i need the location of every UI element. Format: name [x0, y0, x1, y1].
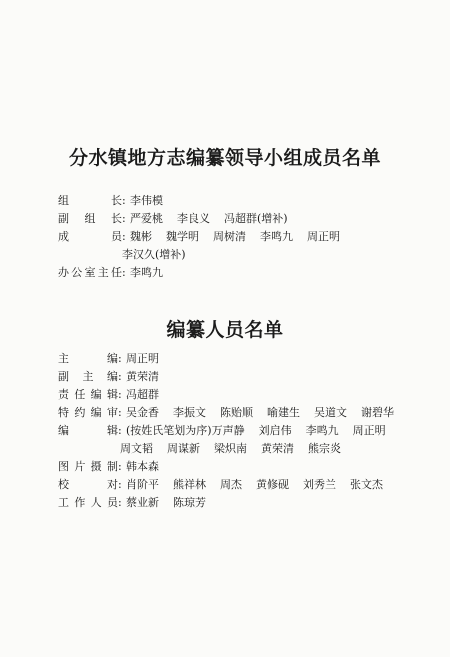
member-name: 陈贻顺	[220, 406, 253, 419]
member-name: 周谋新	[167, 442, 200, 455]
list-row: 工作人员 : 蔡业新 陈琼芳	[58, 494, 394, 512]
member-name: 严爱桃	[130, 212, 163, 225]
list-row: 副组长 : 严爱桃 李良义 冯超群(增补)	[58, 210, 354, 228]
member-name: (按姓氏笔划为序)万声静	[126, 424, 245, 437]
list-row-continued	[58, 246, 354, 264]
member-name: 谢碧华	[361, 406, 394, 419]
member-name: 黄荣清	[126, 370, 159, 383]
row-label: 编辑	[58, 424, 118, 437]
list-row: 副主编 : 黄荣清	[58, 368, 394, 386]
member-name: 周正明	[352, 424, 386, 437]
member-name: 周杰	[220, 478, 242, 491]
row-label: 副主编	[58, 370, 118, 383]
member-name: 喻建生	[267, 406, 300, 419]
list-row: 图片摄制 : 韩本森	[58, 458, 394, 476]
member-name: 魏彬	[130, 230, 152, 243]
section1-title: 分水镇地方志编纂领导小组成员名单	[68, 147, 381, 169]
member-name: 李鸣九	[305, 424, 339, 437]
list-row: 责任编辑 : 冯超群	[58, 386, 394, 404]
list-row: 组长 : 李伟模	[58, 192, 354, 210]
list-row: 主编 : 周正明	[58, 350, 394, 368]
member-name: 李伟模	[130, 194, 163, 207]
member-name: 陈琼芳	[173, 496, 206, 509]
list-row: 办公室主任 : 李鸣九	[58, 264, 354, 282]
member-name: 刘启伟	[258, 424, 292, 437]
member-name: 周树清	[213, 230, 246, 243]
section2-title: 编纂人员名单	[166, 319, 284, 341]
member-name: 李鸣九	[130, 266, 163, 279]
member-name: 冯超群(增补)	[224, 212, 288, 225]
editorial-staff-list	[58, 350, 394, 512]
member-name: 张文杰	[350, 478, 383, 491]
row-label: 特约编审	[58, 406, 118, 419]
member-name: 蔡业新	[126, 496, 159, 509]
list-row: 特约编审 : 吴金香 李振文 陈贻顺 喻建生 吴道文 谢碧华	[58, 404, 394, 422]
row-label: 工作人员	[58, 496, 118, 509]
member-name: 黄修砚	[256, 478, 289, 491]
member-name: 周正明	[126, 352, 159, 365]
member-name: 吴道文	[314, 406, 347, 419]
leadership-group-list	[58, 192, 354, 282]
row-label: 成员	[58, 230, 122, 243]
row-label: 组长	[58, 194, 122, 207]
row-label: 图片摄制	[58, 460, 118, 473]
member-name: 李汉久(增补)	[122, 248, 186, 261]
member-name: 梁炽南	[214, 442, 247, 455]
member-name: 李良义	[177, 212, 210, 225]
list-row: 校对 : 肖阶平 熊祥林 周杰 黄修砚 刘秀兰 张文杰	[58, 476, 394, 494]
member-name: 魏学明	[166, 230, 199, 243]
row-label: 副组长	[58, 212, 122, 225]
member-name: 刘秀兰	[303, 478, 336, 491]
member-name: 吴金香	[126, 406, 159, 419]
row-label: 主编	[58, 352, 118, 365]
member-name: 李振文	[173, 406, 206, 419]
row-label: 校对	[58, 478, 118, 491]
member-name: 冯超群	[126, 388, 159, 401]
member-name: 肖阶平	[126, 478, 159, 491]
list-row: 编辑 : (按姓氏笔划为序)万声静 刘启伟 李鸣九 周正明	[58, 422, 394, 440]
list-row-continued	[58, 440, 394, 458]
row-label: 责任编辑	[58, 388, 118, 401]
member-name: 李鸣九	[260, 230, 293, 243]
list-row: 成员 : 魏彬 魏学明 周树清 李鸣九 周正明	[58, 228, 354, 246]
member-name: 韩本森	[126, 460, 159, 473]
member-name: 黄荣清	[261, 442, 294, 455]
row-label: 办公室主任	[58, 266, 122, 279]
member-name: 熊宗炎	[308, 442, 341, 455]
member-name: 周文韬	[120, 442, 153, 455]
member-name: 熊祥林	[173, 478, 206, 491]
member-name: 周正明	[307, 230, 340, 243]
